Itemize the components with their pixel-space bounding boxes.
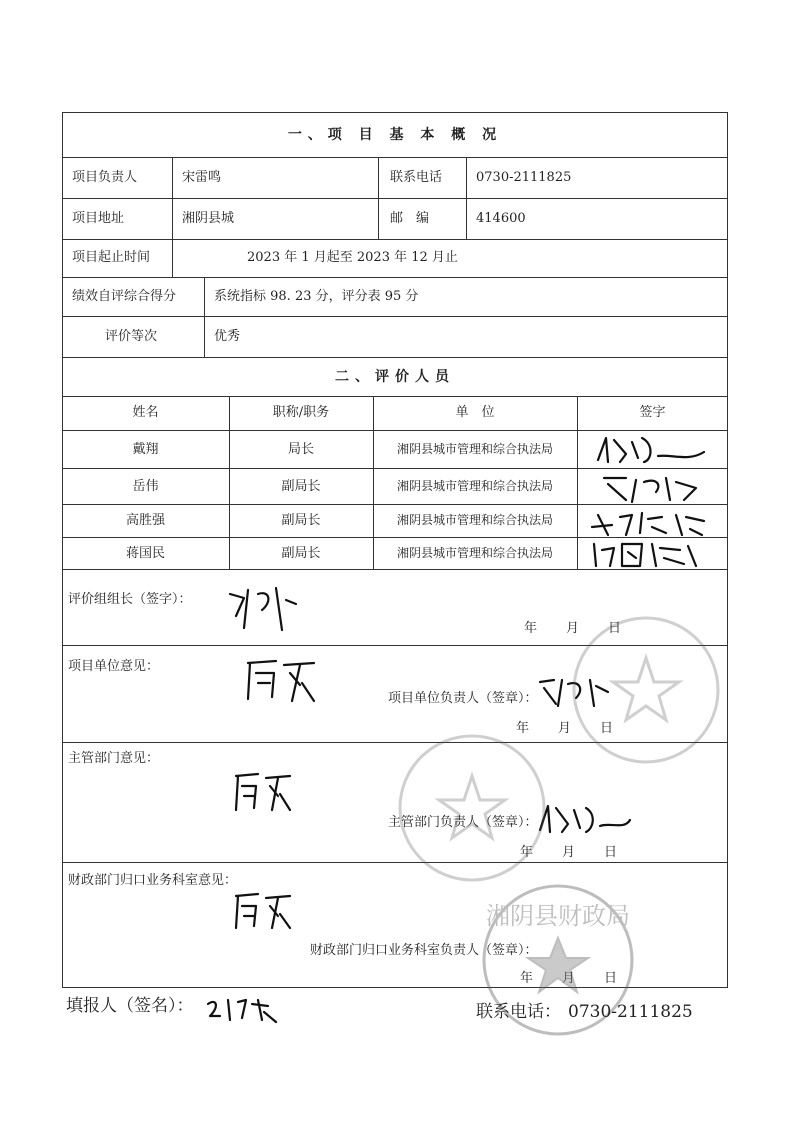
row-divider	[62, 504, 728, 505]
row-divider	[62, 645, 728, 646]
footer-phone-label: 联系电话：	[476, 1002, 561, 1022]
row-unit: 湘阴县城市管理和综合执法局	[396, 479, 553, 493]
row-divider	[62, 157, 728, 158]
row-name: 蒋国民	[125, 546, 165, 561]
header-title: 职称/职务	[272, 405, 330, 420]
row-divider	[62, 569, 728, 570]
dept-head-label: 主管部门负责人（签章）：	[388, 815, 538, 830]
row-unit: 湘阴县城市管理和综合执法局	[396, 442, 553, 456]
finance-opinion-label: 财政部门归口业务科室意见：	[68, 873, 238, 888]
header-signature: 签字	[639, 405, 666, 420]
row-name: 戴翔	[132, 442, 159, 457]
row-divider	[62, 468, 728, 469]
date-label: 年 月 日	[524, 621, 623, 636]
unit-head-label: 项目单位负责人（签章）：	[388, 691, 538, 706]
header-name: 姓名	[132, 405, 159, 420]
row-title: 副局长	[281, 546, 321, 561]
row-unit: 湘阴县城市管理和综合执法局	[396, 513, 553, 527]
footer-phone-value: 0730-2111825	[568, 1002, 693, 1022]
date-label: 年 月 日	[516, 721, 615, 736]
row-divider	[62, 742, 728, 743]
phone-value: 0730-2111825	[476, 170, 572, 185]
period-label: 项目起止时间	[72, 250, 151, 265]
row-unit: 湘阴县城市管理和综合执法局	[396, 546, 553, 560]
dept-opinion-label: 主管部门意见：	[68, 751, 160, 766]
section-title: 二、评价人员	[335, 369, 455, 385]
section-title: 一、项 目 基 本 概 况	[287, 127, 503, 143]
score-label: 绩效自评综合得分	[72, 289, 177, 304]
filler-label: 填报人（签名）：	[66, 996, 194, 1016]
row-divider	[62, 430, 728, 431]
row-divider	[62, 862, 728, 863]
seal-text: 湘阴县财政局	[486, 902, 630, 930]
date-label: 年 月 日	[520, 971, 619, 986]
score-value: 系统指标 98. 23 分，评分表 95 分	[214, 289, 419, 304]
row-divider	[62, 357, 728, 358]
row-title: 副局长	[281, 513, 321, 528]
row-divider	[62, 316, 728, 317]
postcode-label: 邮 编	[390, 211, 430, 226]
finance-head-label: 财政部门归口业务科室负责人（签章）：	[310, 943, 538, 958]
leader-value: 宋雷鸣	[182, 170, 222, 185]
unit-opinion-label: 项目单位意见：	[68, 659, 160, 674]
row-title: 局长	[287, 442, 314, 457]
address-label: 项目地址	[72, 211, 125, 226]
period-value: 2023 年 1 月起至 2023 年 12 月止	[247, 250, 458, 265]
col-divider	[172, 157, 173, 277]
grade-label: 评价等次	[105, 329, 158, 344]
header-unit: 单 位	[455, 405, 495, 420]
col-divider	[577, 396, 578, 569]
grade-value: 优秀	[214, 329, 241, 344]
col-divider	[204, 277, 205, 357]
address-value: 湘阴县城	[182, 211, 235, 226]
row-title: 副局长	[281, 479, 321, 494]
phone-label: 联系电话	[390, 170, 443, 185]
handwritten-signature	[202, 992, 282, 1024]
col-divider	[378, 157, 379, 239]
row-divider	[62, 198, 728, 199]
postcode-value: 414600	[476, 211, 526, 226]
row-name: 岳伟	[132, 479, 159, 494]
row-divider	[62, 239, 728, 240]
date-label: 年 月 日	[520, 845, 619, 860]
leader-label: 项目负责人	[72, 170, 138, 185]
row-divider	[62, 537, 728, 538]
row-divider	[62, 277, 728, 278]
col-divider	[466, 157, 467, 239]
row-name: 高胜强	[125, 513, 165, 528]
row-divider	[62, 396, 728, 397]
group-leader-label: 评价组组长（签字）：	[68, 592, 192, 607]
